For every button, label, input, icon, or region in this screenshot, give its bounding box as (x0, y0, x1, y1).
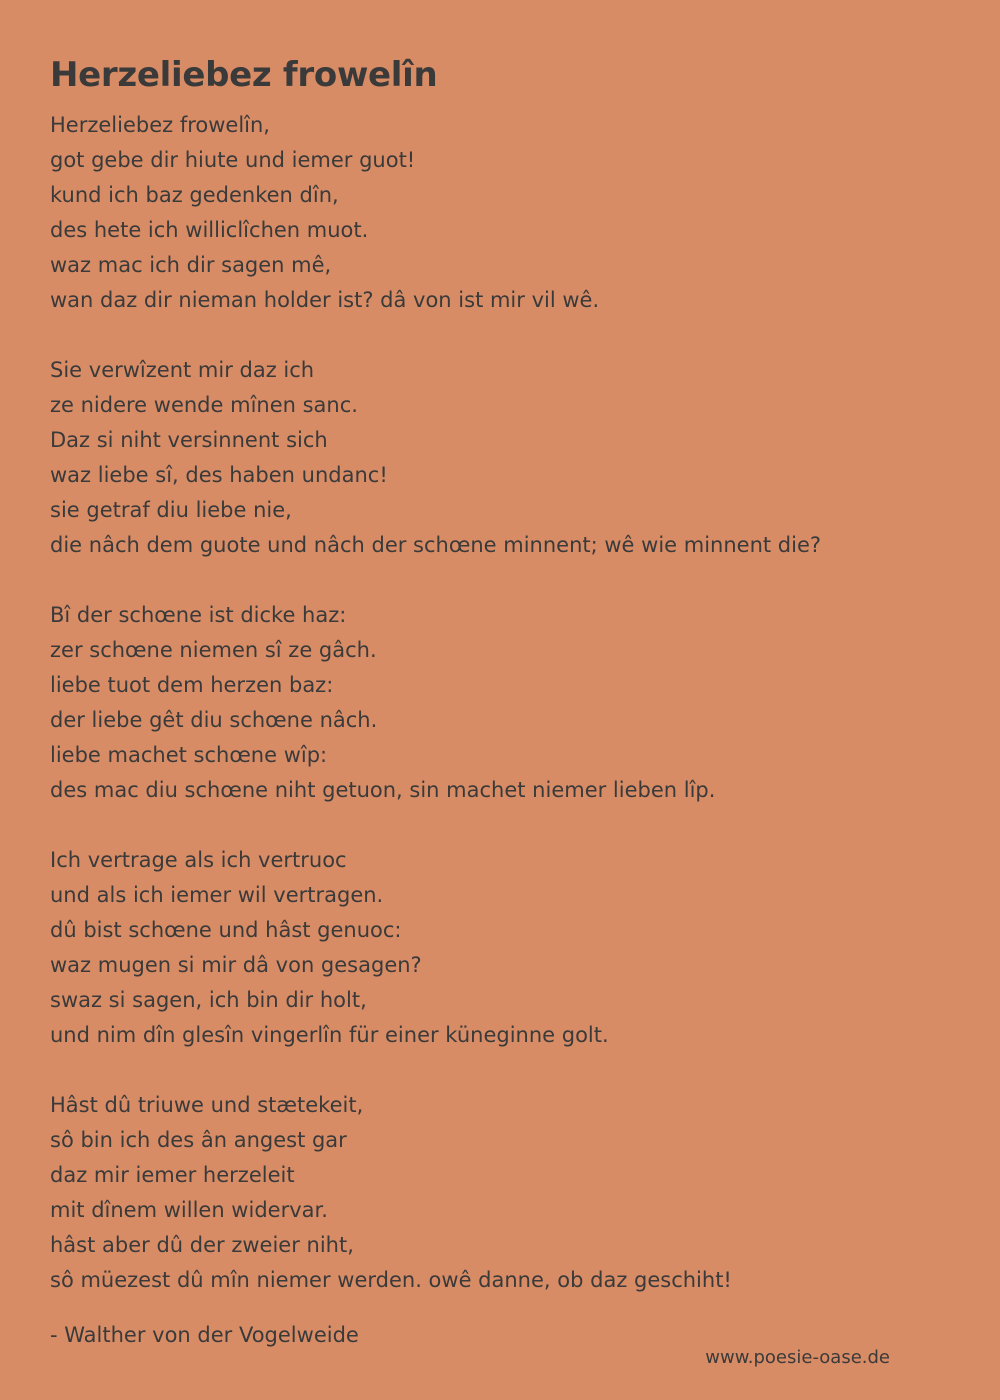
poem-line: Bî der schœne ist dicke haz: (50, 603, 347, 627)
website-url: www.poesie-oase.de (705, 1347, 890, 1368)
poem-line: des mac diu schœne niht getuon, sin machet niemer lieben lîp. (50, 778, 716, 802)
poem-line: waz mac ich dir sagen mê, (50, 253, 332, 277)
poem-line: wan daz dir nieman holder ist? dâ von ist mir vil wê. (50, 288, 600, 312)
poem-line: zer schœne niemen sî ze gâch. (50, 638, 377, 662)
poem-line: dû bist schœne und hâst genuoc: (50, 918, 402, 942)
poem-line: swaz si sagen, ich bin dir holt, (50, 988, 367, 1012)
stanza-5 (50, 1088, 950, 1298)
poem-line: ze nidere wende mînen sanc. (50, 393, 358, 417)
poem-line: sô bin ich des ân angest gar (50, 1128, 347, 1152)
poem-line: sie getraf diu liebe nie, (50, 498, 292, 522)
poem-line: daz mir iemer herzeleit (50, 1163, 295, 1187)
poem-line: sô müezest dû mîn niemer werden. owê danne, ob daz geschiht! (50, 1268, 732, 1292)
poem-line: waz mugen si mir dâ von gesagen? (50, 953, 422, 977)
poem-line: Hâst dû triuwe und stætekeit, (50, 1093, 364, 1117)
poem-line: Ich vertrage als ich vertruoc (50, 848, 347, 872)
stanza-4 (50, 843, 950, 1053)
poem-line: die nâch dem guote und nâch der schœne minnent; wê wie minnent die? (50, 533, 822, 557)
poem-line: liebe machet schœne wîp: (50, 743, 328, 767)
stanza-3 (50, 598, 950, 808)
poem-line: hâst aber dû der zweier niht, (50, 1233, 354, 1257)
poem-line: der liebe gêt diu schœne nâch. (50, 708, 378, 732)
poem-line: und nim dîn glesîn vingerlîn für einer küneginne golt. (50, 1023, 609, 1047)
poem-author: - Walther von der Vogelweide (50, 1323, 359, 1347)
poem-line: got gebe dir hiute und iemer guot! (50, 148, 416, 172)
poem-title: Herzeliebez frowelîn (50, 55, 438, 95)
stanza-2 (50, 353, 950, 563)
poem-container (50, 52, 950, 1333)
poem-line: Daz si niht versinnent sich (50, 428, 328, 452)
poem-line: und als ich iemer wil vertragen. (50, 883, 384, 907)
stanza-1 (50, 108, 950, 318)
poem-line: Herzeliebez frowelîn, (50, 113, 270, 137)
poem-line: kund ich baz gedenken dîn, (50, 183, 339, 207)
poem-line: mit dînem willen widervar. (50, 1198, 328, 1222)
poem-line: Sie verwîzent mir daz ich (50, 358, 315, 382)
poem-line: waz liebe sî, des haben undanc! (50, 463, 388, 487)
poem-line: liebe tuot dem herzen baz: (50, 673, 334, 697)
poem-line: des hete ich williclîchen muot. (50, 218, 369, 242)
